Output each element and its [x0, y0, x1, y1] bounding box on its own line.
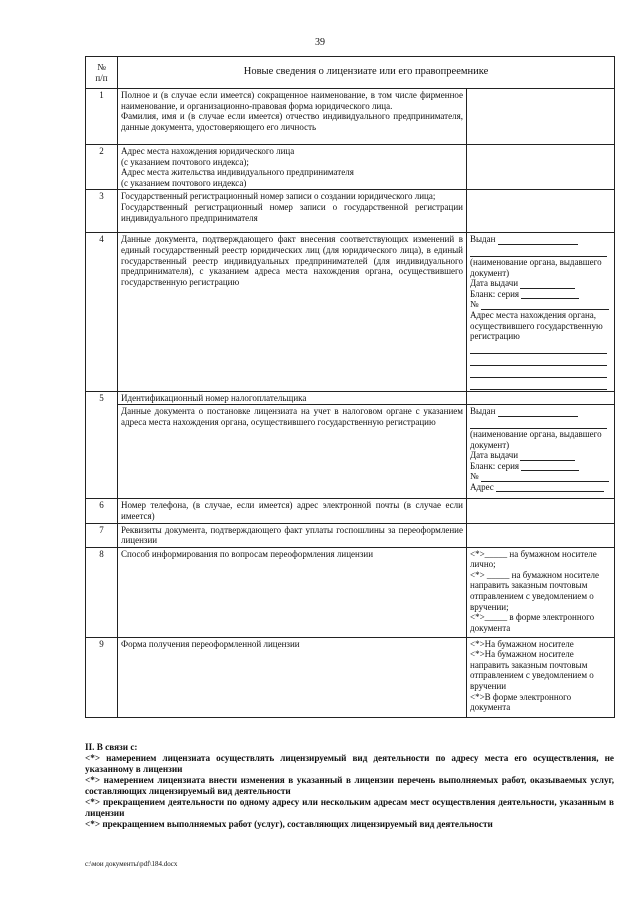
table-row [86, 190, 615, 233]
payment-value-cell[interactable] [467, 523, 615, 547]
row-description: Данные документа о постановке лицензиата на учет в налоговом органе с указанием адреса места нахождения органа, осуществившего государственную регистрацию [118, 405, 467, 499]
section-2-heading: II. В связи с: [85, 742, 138, 752]
address-label: Адрес [470, 481, 494, 492]
blank-series-label: Бланк: серия [470, 460, 520, 471]
reason-item[interactable]: <*> намерением лицензиата осуществлять лицензируемый вид деятельности по адресу места его осуществления, не указанному в лицензии [85, 753, 614, 774]
row-description: Данные документа, подтверждающего факт внесения соответствующих изменений в единый государственный реестр юридических лиц (для юридического лица), в единый государственный реестр индивидуальных предпринимателей (для индивидуального предпринимателя), с указанием адреса места нахождения органа, осуществившего государственную регистрацию [118, 233, 467, 391]
table-row [86, 405, 615, 499]
issue-date-label: Дата выдачи [470, 450, 519, 461]
table-row [86, 637, 615, 717]
address-line[interactable] [496, 482, 604, 492]
issue-date-line[interactable] [520, 279, 575, 289]
table-header-row [86, 57, 615, 89]
contact-value-cell[interactable] [467, 499, 615, 523]
issued-label: Выдан [470, 406, 496, 417]
row-value-cell[interactable] [467, 190, 615, 233]
option-electronic[interactable]: <*>_____ в форме электронного документа [470, 612, 595, 633]
option-electronic[interactable]: <*>В форме электронного документа [470, 691, 572, 713]
row-number: 8 [86, 547, 118, 637]
blank-series-line[interactable] [521, 289, 579, 299]
row-description: Адрес места нахождения юридического лица (с указанием почтового индекса); Адрес места жительства индивидуального предпринимателя (с указанием почтового индекса) [118, 145, 467, 190]
row-description: Форма получения переоформленной лицензии [118, 637, 467, 717]
address-line[interactable] [470, 354, 607, 366]
issued-line-2[interactable] [470, 417, 607, 429]
registration-doc-fields[interactable] [467, 233, 615, 391]
address-line[interactable] [470, 342, 607, 354]
row-number: 5 [86, 391, 118, 499]
address-line[interactable] [470, 378, 607, 390]
row-value-cell[interactable] [467, 145, 615, 190]
row-number: 4 [86, 233, 118, 391]
table-row [86, 145, 615, 190]
organ-caption: (наименование органа, выдавшего документ) [470, 256, 602, 278]
issued-line[interactable] [498, 235, 578, 245]
row-value-cell[interactable] [467, 89, 615, 145]
issued-line-2[interactable] [470, 245, 607, 257]
table-row [86, 89, 615, 145]
issue-date-line[interactable] [520, 451, 575, 461]
table-row [86, 523, 615, 547]
row-number: 9 [86, 637, 118, 717]
blank-series-line[interactable] [521, 461, 579, 471]
number-label: № [470, 299, 479, 310]
address-caption: Адрес места нахождения органа, осуществившего государственную регистрацию [470, 309, 603, 342]
row-number: 6 [86, 499, 118, 523]
inn-value-cell[interactable] [467, 391, 615, 405]
row-number: 2 [86, 145, 118, 190]
reason-item[interactable]: <*> прекращением выполняемых работ (услуг), составляющих лицензируемый вид деятельности [85, 819, 493, 829]
option-paper-by-mail[interactable]: <*>На бумажном носителе направить заказным почтовым отправлением с уведомлением о вручении [470, 649, 594, 692]
row-description: Реквизиты документа, подтверждающего факт уплаты госпошлины за переоформление лицензии [118, 523, 467, 547]
row-number: 7 [86, 523, 118, 547]
option-paper-by-mail[interactable]: <*> _____ на бумажном носителе направить заказным почтовым отправлением с уведомлением о вручении; [470, 569, 600, 612]
table-row [86, 547, 615, 637]
row-description: Государственный регистрационный номер записи о создании юридического лица; Государственный регистрационный номер записи о государственной регистрации индивидуального предпринимателя [118, 190, 467, 233]
table-row [86, 499, 615, 523]
row-description: Номер телефона, (в случае, если имеется) адрес электронной почты (в случае если имеется) [118, 499, 467, 523]
row-number: 1 [86, 89, 118, 145]
blank-series-label: Бланк: серия [470, 288, 520, 299]
inn-label: Идентификационный номер налогоплательщика [118, 391, 467, 405]
option-paper-in-person[interactable]: <*>_____ на бумажном носителе лично; [470, 548, 597, 570]
address-line[interactable] [470, 366, 607, 378]
issued-line[interactable] [498, 407, 578, 417]
issued-label: Выдан [470, 234, 496, 245]
col-title-header: Новые сведения о лицензиате или его правопреемнике [118, 57, 615, 89]
number-line[interactable] [481, 300, 609, 310]
col-num-header: № п/п [86, 57, 118, 89]
section-2 [85, 742, 614, 830]
reason-item[interactable]: <*> намерением лицензиата внести изменения в указанный в лицензии перечень выполняемых работ, оказываемых услуг, составляющих лицензируемый вид деятельности [85, 775, 614, 796]
option-paper[interactable]: <*>На бумажном носителе [470, 638, 574, 649]
row-description: Способ информирования по вопросам переоформления лицензии [118, 547, 467, 637]
reason-item[interactable]: <*> прекращением деятельности по одному адресу или нескольким адресам мест осуществления деятельности, указанным в лицензии [85, 797, 614, 818]
license-info-table [85, 56, 615, 718]
row-number: 3 [86, 190, 118, 233]
table-row [86, 391, 615, 405]
receipt-options [467, 637, 615, 717]
organ-caption: (наименование органа, выдавшего документ) [470, 428, 602, 450]
page-number: 39 [315, 37, 325, 48]
number-line[interactable] [481, 472, 609, 482]
number-label: № [470, 471, 479, 482]
tax-doc-fields[interactable] [467, 405, 615, 499]
notification-options [467, 547, 615, 637]
table-row [86, 233, 615, 391]
row-description: Полное и (в случае если имеется) сокращенное наименование, в том числе фирменное наименование, и организационно-правовая форма юридического лица. Фамилия, имя и (в случае если имеется) отчество индивидуального предпринимателя, данные документа, удостоверяющего его личность [118, 89, 467, 145]
issue-date-label: Дата выдачи [470, 278, 519, 289]
file-path-footer: c:\мои документы\pdf\184.docx [85, 860, 178, 868]
